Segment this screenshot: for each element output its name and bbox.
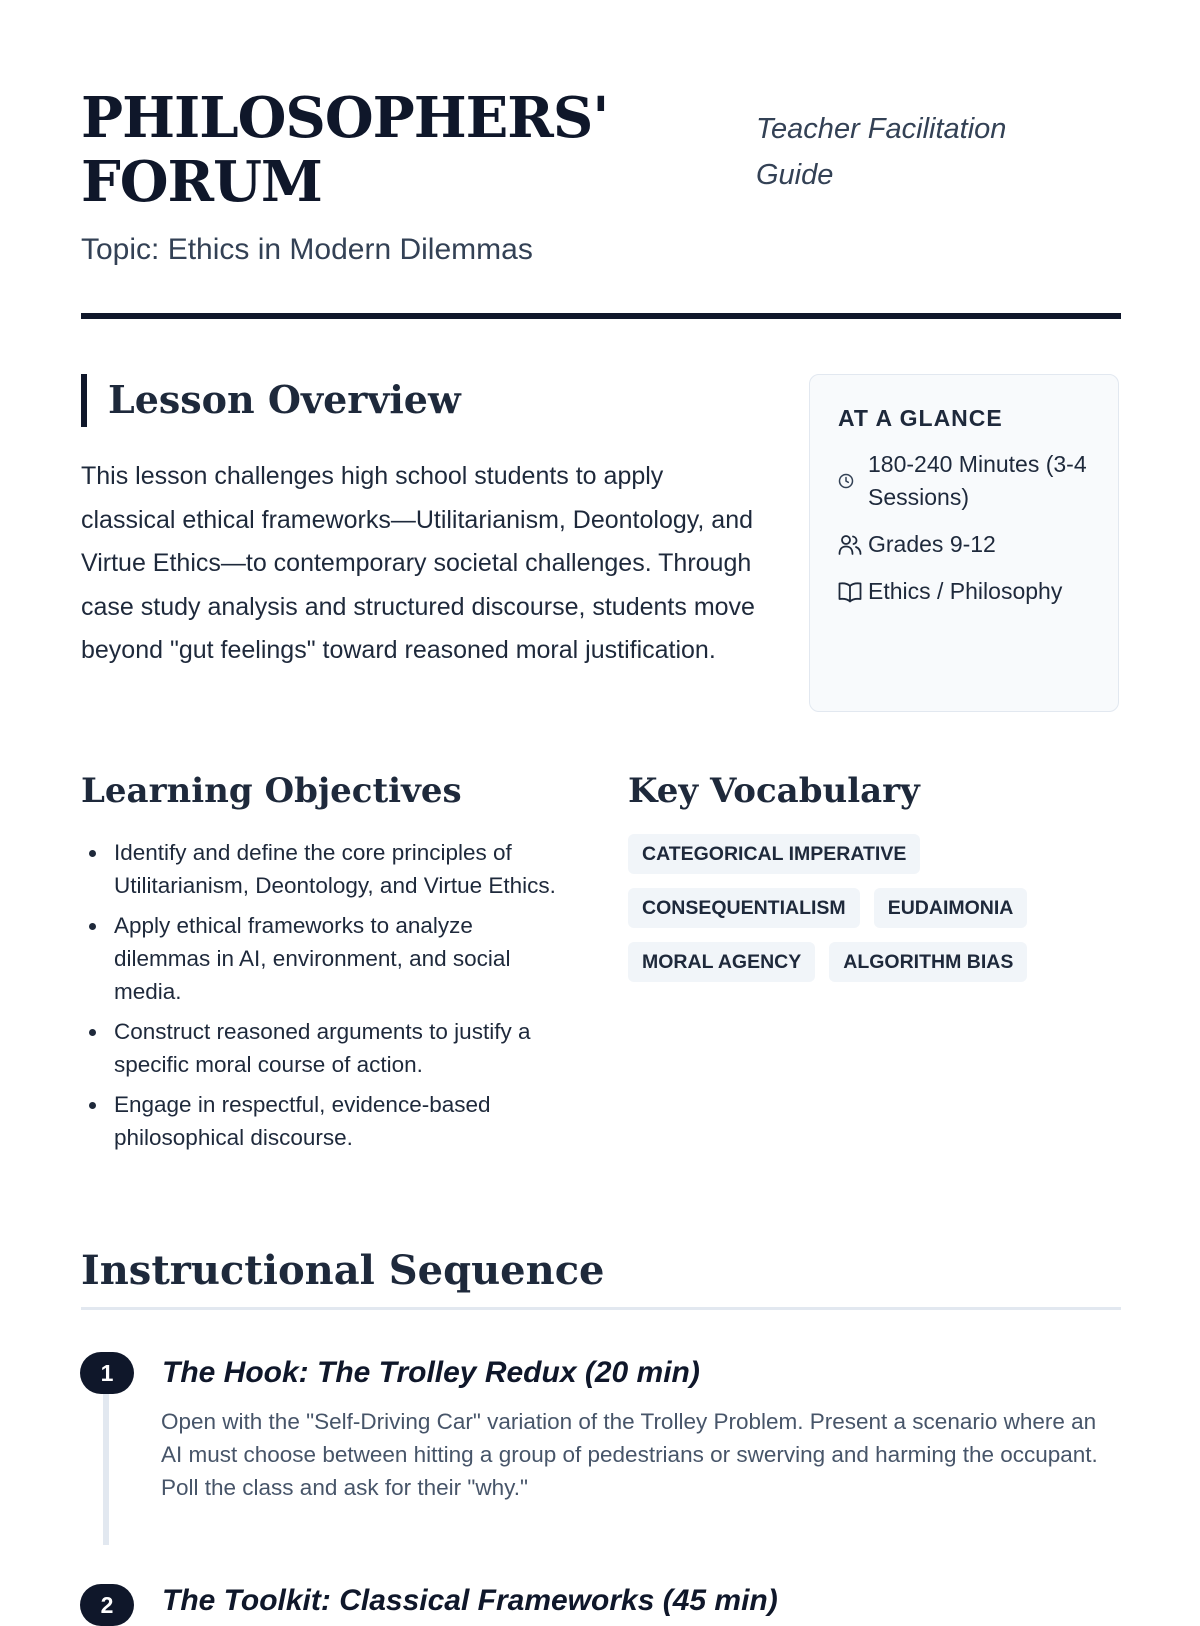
section-accent-bar — [81, 374, 87, 427]
objectives-heading: Learning Objectives — [81, 771, 462, 811]
objective-item: Construct reasoned arguments to justify a specific moral course of action. — [81, 1015, 571, 1081]
vocabulary-heading: Key Vocabulary — [628, 771, 920, 811]
objective-item: Apply ethical frameworks to analyze dilemmas in AI, environment, and social media. — [81, 909, 571, 1008]
glance-item-duration — [838, 448, 1092, 514]
step-description: Open with the "Self-Driving Car" variation of the Trolley Problem. Present a scenario where an AI must choose between hitting a group of pedestrians or swerving and harming the occupant. Poll the class and ask for their "why." — [161, 1409, 1098, 1500]
step-connector-line — [103, 1393, 109, 1545]
sequence-heading: Instructional Sequence — [81, 1247, 605, 1294]
clock-icon — [838, 473, 868, 489]
overview-text: This lesson challenges high school students to apply classical ethical frameworks—Utilitarianism, Deontology, and Virtue Ethics—to contemporary societal challenges. Through case study analysis and structured discourse, students move beyond "gut feelings" toward reasoned moral justification. — [81, 462, 755, 664]
page-title: PHILOSOPHERS' FORUM — [81, 85, 609, 215]
users-icon — [838, 534, 868, 556]
glance-duration-text: 180-240 Minutes (3-4 Sessions) — [868, 451, 1087, 510]
overview-heading: Lesson Overview — [108, 377, 461, 422]
at-a-glance-card — [809, 374, 1119, 712]
objectives-list — [81, 836, 571, 1161]
page-subtitle: Topic: Ethics in Modern Dilemmas — [81, 233, 533, 266]
vocab-tag: EUDAIMONIA — [874, 888, 1028, 928]
vocab-tag: CONSEQUENTIALISM — [628, 888, 860, 928]
step-number-badge: 1 — [80, 1352, 134, 1394]
book-icon — [838, 581, 868, 603]
glance-subject-text: Ethics / Philosophy — [868, 578, 1063, 604]
glance-item-subject — [838, 575, 1092, 608]
at-a-glance-heading: AT A GLANCE — [838, 405, 1003, 431]
sequence-divider — [81, 1307, 1121, 1310]
step-number-badge: 2 — [80, 1584, 134, 1626]
objective-item: Identify and define the core principles of Utilitarianism, Deontology, and Virtue Ethics. — [81, 836, 571, 902]
glance-item-grades — [838, 528, 1092, 561]
step-title: The Toolkit: Classical Frameworks (45 min) — [162, 1584, 778, 1617]
vocab-tag: CATEGORICAL IMPERATIVE — [628, 834, 920, 874]
vocabulary-tags — [628, 834, 1108, 996]
header-divider — [81, 313, 1121, 319]
glance-grades-text: Grades 9-12 — [868, 531, 996, 557]
vocab-tag: ALGORITHM BIAS — [829, 942, 1027, 982]
guide-label: Teacher Facilitation Guide — [756, 113, 1007, 191]
step-title: The Hook: The Trolley Redux (20 min) — [162, 1356, 700, 1389]
vocab-tag: MORAL AGENCY — [628, 942, 815, 982]
objective-item: Engage in respectful, evidence-based philosophical discourse. — [81, 1088, 571, 1154]
